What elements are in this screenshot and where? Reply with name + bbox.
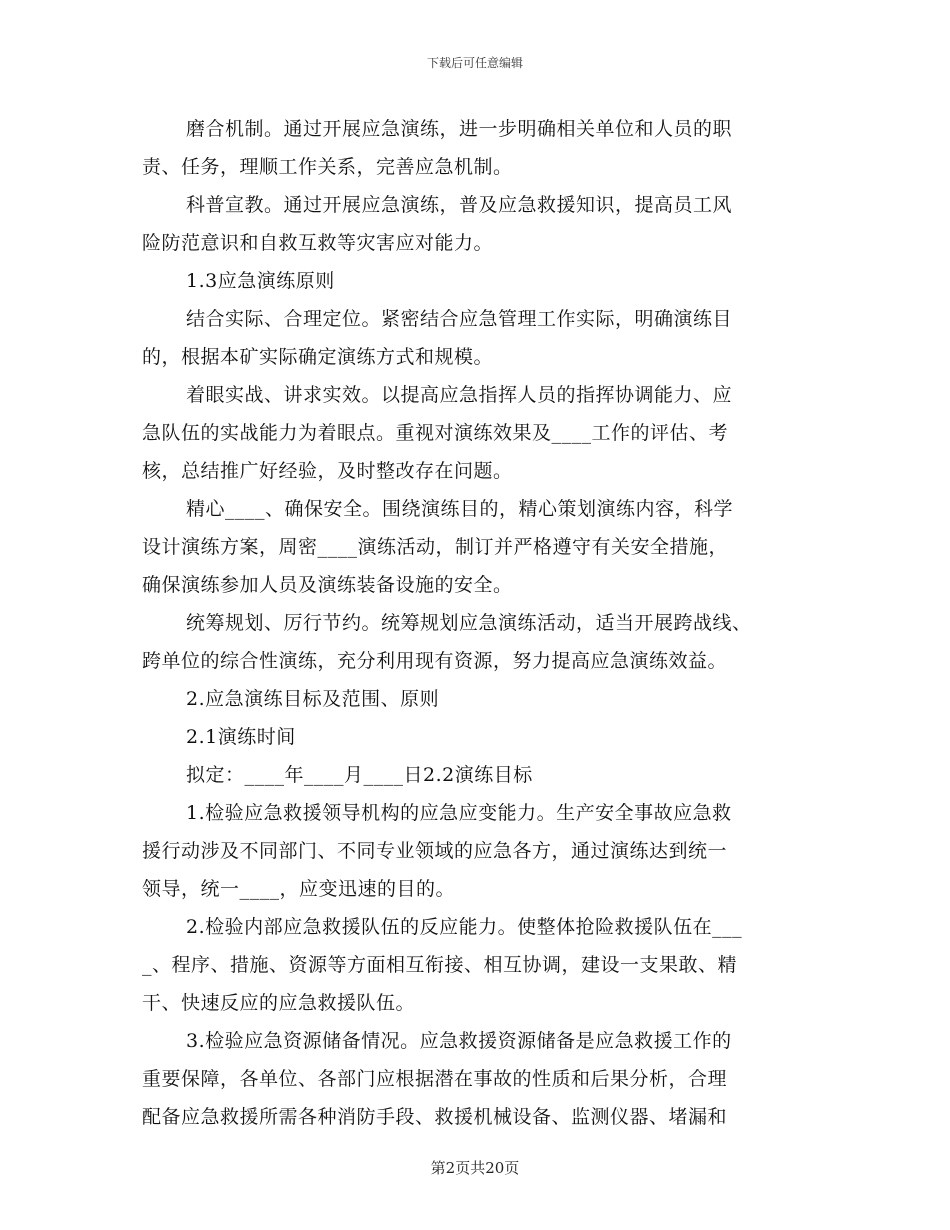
text-line: 跨单位的综合性演练，充分利用现有资源，努力提高应急演练效益。 [142, 650, 728, 672]
page-header: 下载后可任意编辑 [426, 56, 523, 70]
text-line: 3.检验应急资源储备情况。应急救援资源储备是应急救援工作的 [186, 1030, 732, 1052]
text-line: 急队伍的实战能力为着眼点。重视对演练效果及____工作的评估、考 [142, 422, 729, 444]
text-line: 1.检验应急救援领导机构的应急应变能力。生产安全事故应急救 [186, 802, 732, 824]
document-body [142, 110, 804, 1136]
text-line: 设计演练方案，周密____演练活动，制订并严格遵守有关安全措施， [142, 536, 729, 558]
text-line: 2.检验内部应急救援队伍的反应能力。使整体抢险救援队伍在___ [186, 916, 743, 938]
text-line: 着眼实战、讲求实效。以提高应急指挥人员的指挥协调能力、应 [186, 384, 733, 406]
text-line: 配备应急救援所需各种消防手段、救援机械设备、监测仪器、堵漏和 [142, 1106, 728, 1128]
text-line: 核，总结推广好经验，及时整改存在问题。 [142, 460, 513, 482]
section-heading: 2.应急演练目标及范围、原则 [186, 688, 440, 710]
text-line: _、程序、措施、资源等方面相互衔接、相互协调，建设一支果敢、精 [142, 954, 738, 976]
text-line: 援行动涉及不同部门、不同专业领域的应急各方，通过演练达到统一 [142, 840, 728, 862]
text-line: 科普宣教。通过开展应急演练，普及应急救援知识，提高员工风 [186, 194, 733, 216]
text-line: 精心____、确保安全。围绕演练目的，精心策划演练内容，科学 [186, 498, 734, 520]
page-number: 第2页共20页 [430, 1159, 520, 1177]
text-line: 磨合机制。通过开展应急演练，进一步明确相关单位和人员的职 [186, 118, 733, 140]
text-line: 责、任务，理顺工作关系，完善应急机制。 [142, 156, 513, 178]
text-line: 险防范意识和自救互救等灾害应对能力。 [142, 232, 494, 254]
text-line: 领导，统一____，应变迅速的目的。 [142, 878, 456, 900]
text-line: 拟定：____年____月____日2.2演练目标 [186, 764, 533, 786]
section-heading: 1.3应急演练原则 [186, 270, 335, 292]
text-line: 干、快速反应的应急救援队伍。 [142, 992, 416, 1014]
text-line: 结合实际、合理定位。紧密结合应急管理工作实际，明确演练目 [186, 308, 733, 330]
section-heading: 2.1演练时间 [186, 726, 296, 748]
text-line: 统筹规划、厉行节约。统筹规划应急演练活动，适当开展跨战线、 [186, 612, 752, 634]
text-line: 确保演练参加人员及演练装备设施的安全。 [142, 574, 513, 596]
text-line: 重要保障，各单位、各部门应根据潜在事故的性质和后果分析，合理 [142, 1068, 728, 1090]
text-line: 的，根据本矿实际确定演练方式和规模。 [142, 346, 494, 368]
